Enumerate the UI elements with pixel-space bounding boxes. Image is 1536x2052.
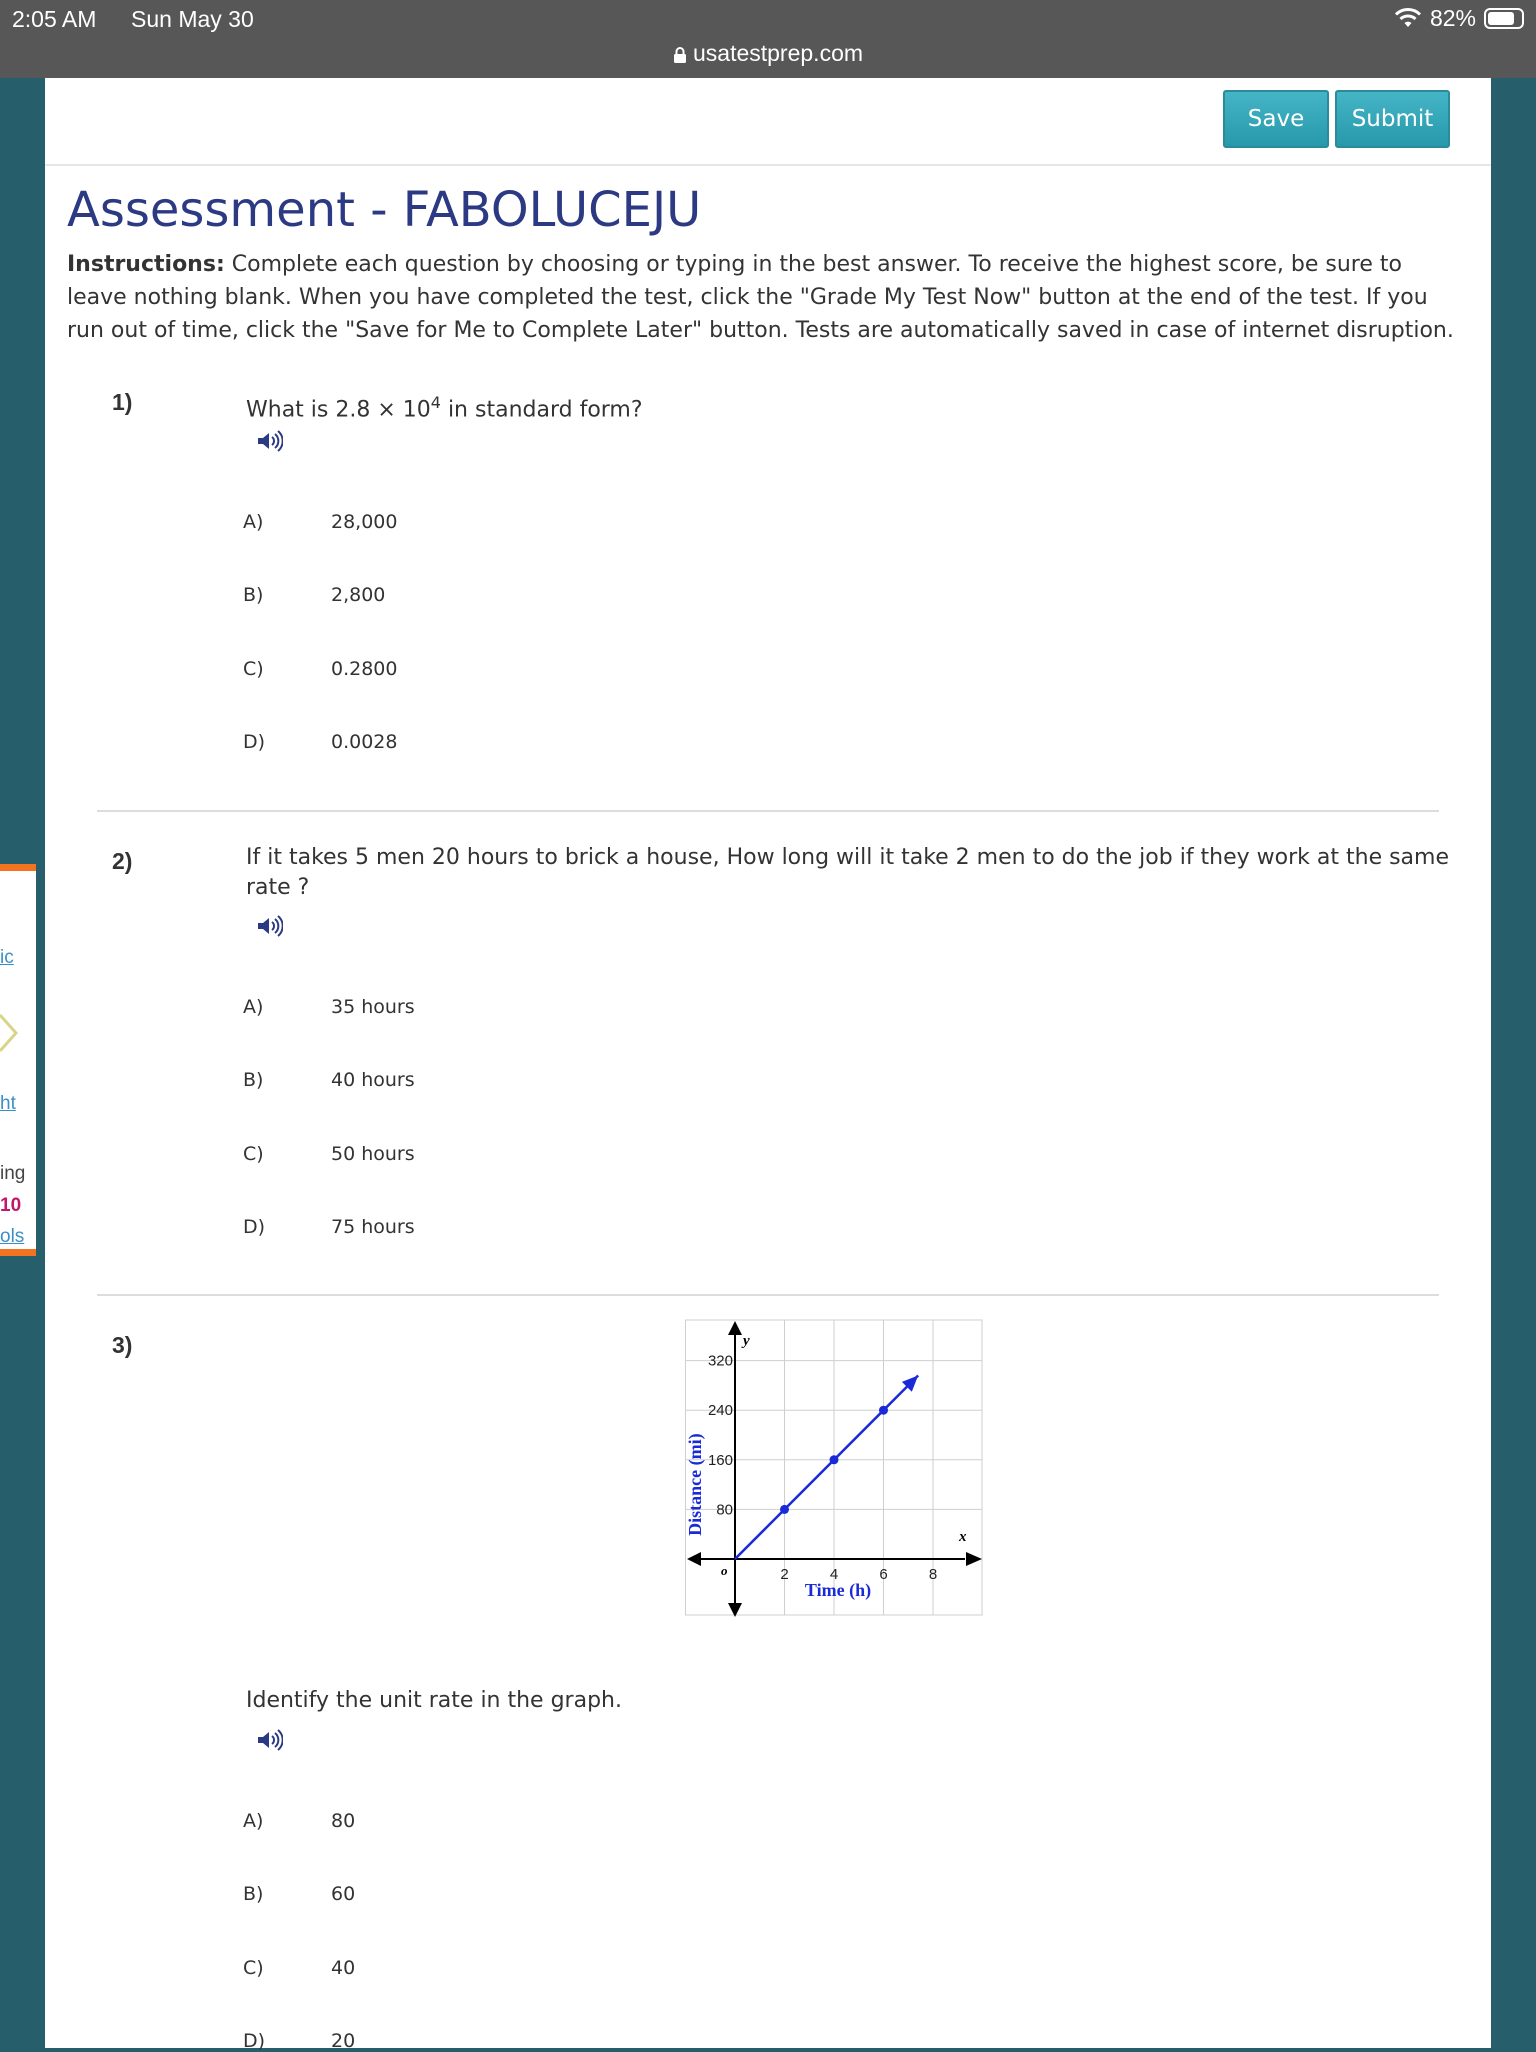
question-text: What is $2.8 \times 10^4$ in standard form? [246,393,643,423]
choice-text[interactable]: 40 [331,1957,356,1979]
lock-icon [673,46,687,64]
speaker-icon[interactable] [255,912,283,940]
origin-label: o [721,1563,728,1578]
data-point [830,1455,839,1464]
question-text: If it takes 5 men 20 hours to brick a house, How long will it take 2 men to do the job if they work at the same rate ? [246,845,1450,900]
x-tick-label: 4 [829,1566,839,1583]
choice-letter[interactable]: C) [243,1143,264,1165]
choice-text[interactable]: 2,800 [331,584,386,606]
x-tick-label: 8 [928,1566,938,1583]
side-fragment[interactable]: ols [0,1226,25,1247]
question-divider [97,810,1439,812]
address-bar[interactable] [0,40,1536,67]
save-button[interactable]: Save [1223,90,1329,148]
x-tick-label: 6 [879,1566,888,1583]
exponent: 4 [430,393,441,412]
page-title: Assessment - FABOLUCEJU [67,182,702,238]
choice-text[interactable]: 40 hours [331,1069,415,1091]
distance-time-chart [685,1319,985,1619]
battery-icon [1484,8,1524,29]
choice-letter[interactable]: C) [243,1957,264,1979]
data-point [879,1406,888,1415]
status-date: Sun May 30 [131,6,254,32]
x-axis-title: Time (h) [804,1580,872,1600]
speaker-icon[interactable] [255,1726,283,1754]
choice-text[interactable]: 75 hours [331,1216,415,1238]
side-fragment: ing [0,1163,26,1184]
instructions [67,248,1467,347]
choice-letter[interactable]: A) [243,1810,264,1832]
wifi-icon [1394,8,1422,30]
choice-letter[interactable]: A) [243,511,264,533]
instructions-label: Instructions: [67,252,225,277]
side-fragment[interactable]: ht [0,1093,16,1114]
status-time: 2:05 AM [12,6,97,32]
side-fragment[interactable]: ic [0,947,14,968]
question-number: 3) [112,1332,133,1358]
diamond-icon [0,1011,20,1055]
x-tick-label: 2 [780,1566,789,1583]
choice-text[interactable]: 50 hours [331,1143,415,1165]
assessment-page [45,78,1491,2052]
instructions-text: Complete each question by choosing or typing in the best answer. To receive the highest score, be sure to leave nothing blank. When you have completed the test, click the "Grade My Test Now" button at the end of the test. If you run out of time, click the "Save for Me to Complete Later" button. Tests are automatically saved in case of internet disruption. [67,252,1454,343]
choice-letter[interactable]: C) [243,658,264,680]
choice-text[interactable]: 80 [331,1810,356,1832]
choice-letter[interactable]: B) [243,584,264,606]
y-tick-label: 160 [707,1451,733,1469]
question-number: 1) [112,389,133,415]
url-text: usatestprep.com [692,40,864,66]
choice-text[interactable]: 0.0028 [331,731,398,753]
choice-letter[interactable]: A) [243,996,264,1018]
y-tick-label: 240 [707,1402,733,1420]
y-axis-letter: y [743,1333,750,1349]
choice-text[interactable]: 60 [331,1883,356,1905]
y-tick-label: 80 [716,1501,733,1519]
question-divider [97,1294,1439,1296]
side-fragment: 10 [0,1195,22,1216]
question-text: Identify the unit rate in the graph. [246,1688,622,1713]
status-bar [0,0,1536,78]
choice-text[interactable]: 28,000 [331,511,398,533]
status-right [1394,5,1524,32]
battery-percent: 82% [1429,5,1476,31]
y-tick-label: 320 [707,1352,733,1370]
side-panel [0,864,36,1256]
choice-text[interactable]: 35 hours [331,996,415,1018]
y-axis-title: Distance (mi) [685,1433,705,1536]
choice-text[interactable]: 0.2800 [331,658,398,680]
choice-letter[interactable]: D) [243,1216,266,1238]
data-point [780,1505,789,1514]
x-axis-letter: x [959,1529,967,1545]
submit-button[interactable]: Submit [1335,90,1450,148]
choice-text[interactable]: 20 [331,2030,356,2052]
question-number: 2) [112,848,133,874]
choice-letter[interactable]: D) [243,731,266,753]
choice-letter[interactable]: D) [243,2030,266,2052]
speaker-icon[interactable] [255,427,283,455]
choice-letter[interactable]: B) [243,1883,264,1905]
choice-letter[interactable]: B) [243,1069,264,1091]
top-toolbar [45,78,1491,166]
